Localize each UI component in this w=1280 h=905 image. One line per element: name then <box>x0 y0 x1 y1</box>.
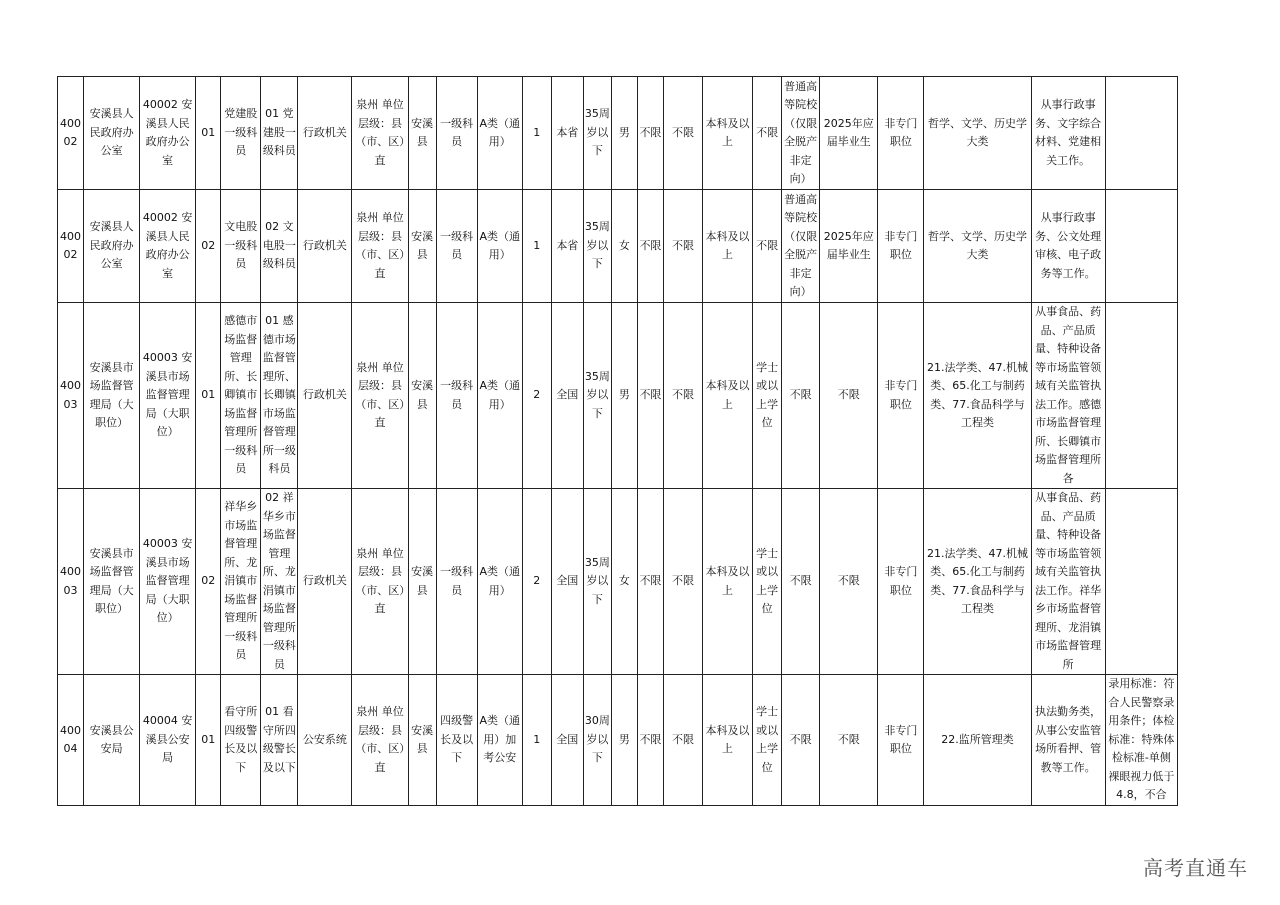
cell-dept: 40003 安溪县市场监督管理局（大职位） <box>140 303 196 489</box>
cell-major: 21.法学类、47.机械类、65.化工与制药类、77.食品科学与工程类 <box>924 489 1031 675</box>
cell-c2: 不限 <box>663 303 702 489</box>
cell-unit-name: 安溪县人民政府办公室 <box>84 190 140 303</box>
cell-c1: 不限 <box>637 77 663 190</box>
cell-duty: 从事食品、药品、产品质量、特种设备等市场监管领域有关监管执法工作。祥华乡市场监督管理所、龙涓镇市场监督管理所 <box>1031 489 1105 675</box>
cell-count: 1 <box>522 675 551 806</box>
cell-education: 本科及以上 <box>703 77 753 190</box>
cell-grad: 不限 <box>820 675 878 806</box>
table-row <box>58 489 1178 675</box>
cell-county: 安溪县 <box>408 77 436 190</box>
cell-degree: 学士或以上学位 <box>753 675 782 806</box>
cell-source: 不限 <box>782 303 820 489</box>
cell-degree: 学士或以上学位 <box>753 489 782 675</box>
watermark-text: 高考直通车 <box>1143 856 1248 880</box>
cell-education: 本科及以上 <box>703 190 753 303</box>
cell-dept: 40004 安溪县公安局 <box>140 675 196 806</box>
cell-note <box>1105 77 1177 190</box>
cell-unit-code: 40002 <box>58 190 84 303</box>
cell-major: 哲学、文学、历史学大类 <box>924 190 1031 303</box>
cell-exam-type: A类（通用） <box>477 489 522 675</box>
cell-grad: 不限 <box>820 489 878 675</box>
cell-region: 全国 <box>551 303 583 489</box>
cell-rank: 一级科员 <box>436 303 477 489</box>
cell-source: 不限 <box>782 489 820 675</box>
cell-age: 35周岁以下 <box>583 77 611 190</box>
cell-region: 本省 <box>551 190 583 303</box>
cell-exam-type: A类（通用）加考公安 <box>477 675 522 806</box>
cell-pos-code: 01 <box>196 303 221 489</box>
cell-pos-full: 02 文电股一级科员 <box>261 190 298 303</box>
cell-source: 普通高等院校（仅限全脱产非定向） <box>782 190 820 303</box>
cell-pos-code: 01 <box>196 675 221 806</box>
cell-pos-name: 文电股一级科员 <box>221 190 261 303</box>
cell-pos-name: 感德市场监督管理所、长卿镇市场监督管理所一级科员 <box>221 303 261 489</box>
cell-level: 泉州 单位层级：县（市、区）直 <box>352 190 408 303</box>
cell-c1: 不限 <box>637 190 663 303</box>
cell-org-type: 行政机关 <box>298 489 352 675</box>
cell-c2: 不限 <box>663 489 702 675</box>
cell-c1: 不限 <box>637 675 663 806</box>
cell-education: 本科及以上 <box>703 489 753 675</box>
table-row <box>58 303 1178 489</box>
cell-source: 不限 <box>782 675 820 806</box>
cell-county: 安溪县 <box>408 675 436 806</box>
cell-unit-code: 40002 <box>58 77 84 190</box>
cell-age: 35周岁以下 <box>583 489 611 675</box>
cell-county: 安溪县 <box>408 190 436 303</box>
cell-grad: 2025年应届毕业生 <box>820 190 878 303</box>
cell-pos-code: 02 <box>196 190 221 303</box>
cell-org-type: 行政机关 <box>298 190 352 303</box>
cell-unit-code: 40003 <box>58 489 84 675</box>
cell-gender: 男 <box>611 303 637 489</box>
cell-special: 非专门职位 <box>878 303 924 489</box>
cell-level: 泉州 单位层级：县（市、区）直 <box>352 675 408 806</box>
cell-county: 安溪县 <box>408 489 436 675</box>
cell-pos-name: 看守所四级警长及以下 <box>221 675 261 806</box>
cell-special: 非专门职位 <box>878 489 924 675</box>
cell-count: 2 <box>522 489 551 675</box>
cell-major: 哲学、文学、历史学大类 <box>924 77 1031 190</box>
cell-special: 非专门职位 <box>878 190 924 303</box>
cell-degree: 不限 <box>753 77 782 190</box>
cell-c1: 不限 <box>637 489 663 675</box>
cell-org-type: 行政机关 <box>298 303 352 489</box>
cell-org-type: 公安系统 <box>298 675 352 806</box>
cell-duty: 执法勤务类，从事公安监管场所看押、管教等工作。 <box>1031 675 1105 806</box>
cell-level: 泉州 单位层级：县（市、区）直 <box>352 77 408 190</box>
cell-level: 泉州 单位层级：县（市、区）直 <box>352 303 408 489</box>
cell-special: 非专门职位 <box>878 77 924 190</box>
cell-unit-code: 40003 <box>58 303 84 489</box>
table-row <box>58 675 1178 806</box>
cell-region: 全国 <box>551 489 583 675</box>
cell-education: 本科及以上 <box>703 675 753 806</box>
cell-gender: 女 <box>611 190 637 303</box>
cell-gender: 男 <box>611 77 637 190</box>
cell-region: 全国 <box>551 675 583 806</box>
recruitment-table <box>57 76 1178 806</box>
cell-unit-name: 安溪县公安局 <box>84 675 140 806</box>
cell-count: 1 <box>522 77 551 190</box>
cell-degree: 学士或以上学位 <box>753 303 782 489</box>
cell-rank: 一级科员 <box>436 190 477 303</box>
cell-dept: 40002 安溪县人民政府办公室 <box>140 190 196 303</box>
cell-duty: 从事食品、药品、产品质量、特种设备等市场监管领域有关监管执法工作。感德市场监督管理所、长卿镇市场监督管理所各 <box>1031 303 1105 489</box>
cell-pos-name: 祥华乡市场监督管理所、龙涓镇市场监督管理所一级科员 <box>221 489 261 675</box>
cell-count: 2 <box>522 303 551 489</box>
cell-duty: 从事行政事务、文字综合材料、党建相关工作。 <box>1031 77 1105 190</box>
cell-note <box>1105 190 1177 303</box>
cell-age: 35周岁以下 <box>583 303 611 489</box>
cell-unit-name: 安溪县人民政府办公室 <box>84 77 140 190</box>
cell-pos-full: 01 感德市场监督管理所、长卿镇市场监督管理所一级科员 <box>261 303 298 489</box>
cell-pos-full: 01 党建股一级科员 <box>261 77 298 190</box>
cell-grad: 2025年应届毕业生 <box>820 77 878 190</box>
cell-rank: 一级科员 <box>436 77 477 190</box>
cell-exam-type: A类（通用） <box>477 77 522 190</box>
cell-unit-name: 安溪县市场监督管理局（大职位） <box>84 303 140 489</box>
cell-unit-code: 40004 <box>58 675 84 806</box>
cell-level: 泉州 单位层级：县（市、区）直 <box>352 489 408 675</box>
cell-c2: 不限 <box>663 675 702 806</box>
cell-c2: 不限 <box>663 190 702 303</box>
cell-rank: 一级科员 <box>436 489 477 675</box>
table-row <box>58 77 1178 190</box>
cell-dept: 40003 安溪县市场监督管理局（大职位） <box>140 489 196 675</box>
cell-age: 35周岁以下 <box>583 190 611 303</box>
cell-grad: 不限 <box>820 303 878 489</box>
cell-major: 22.监所管理类 <box>924 675 1031 806</box>
cell-note: 录用标准：符合人民警察录用条件；体检标准：特殊体检标准-单侧裸眼视力低于4.8，不合 <box>1105 675 1177 806</box>
cell-unit-name: 安溪县市场监督管理局（大职位） <box>84 489 140 675</box>
cell-org-type: 行政机关 <box>298 77 352 190</box>
cell-rank: 四级警长及以下 <box>436 675 477 806</box>
cell-count: 1 <box>522 190 551 303</box>
cell-gender: 女 <box>611 489 637 675</box>
cell-degree: 不限 <box>753 190 782 303</box>
cell-region: 本省 <box>551 77 583 190</box>
cell-pos-name: 党建股一级科员 <box>221 77 261 190</box>
cell-pos-code: 02 <box>196 489 221 675</box>
cell-note <box>1105 303 1177 489</box>
cell-source: 普通高等院校（仅限全脱产非定向） <box>782 77 820 190</box>
cell-pos-code: 01 <box>196 77 221 190</box>
cell-note <box>1105 489 1177 675</box>
cell-dept: 40002 安溪县人民政府办公室 <box>140 77 196 190</box>
cell-major: 21.法学类、47.机械类、65.化工与制药类、77.食品科学与工程类 <box>924 303 1031 489</box>
cell-county: 安溪县 <box>408 303 436 489</box>
cell-c1: 不限 <box>637 303 663 489</box>
cell-duty: 从事行政事务、公文处理审核、电子政务等工作。 <box>1031 190 1105 303</box>
cell-special: 非专门职位 <box>878 675 924 806</box>
cell-pos-full: 02 祥华乡市场监督管理所、龙涓镇市场监督管理所一级科员 <box>261 489 298 675</box>
cell-pos-full: 01 看守所四级警长及以下 <box>261 675 298 806</box>
cell-education: 本科及以上 <box>703 303 753 489</box>
table-row <box>58 190 1178 303</box>
cell-c2: 不限 <box>663 77 702 190</box>
cell-exam-type: A类（通用） <box>477 190 522 303</box>
cell-age: 30周岁以下 <box>583 675 611 806</box>
cell-exam-type: A类（通用） <box>477 303 522 489</box>
cell-gender: 男 <box>611 675 637 806</box>
